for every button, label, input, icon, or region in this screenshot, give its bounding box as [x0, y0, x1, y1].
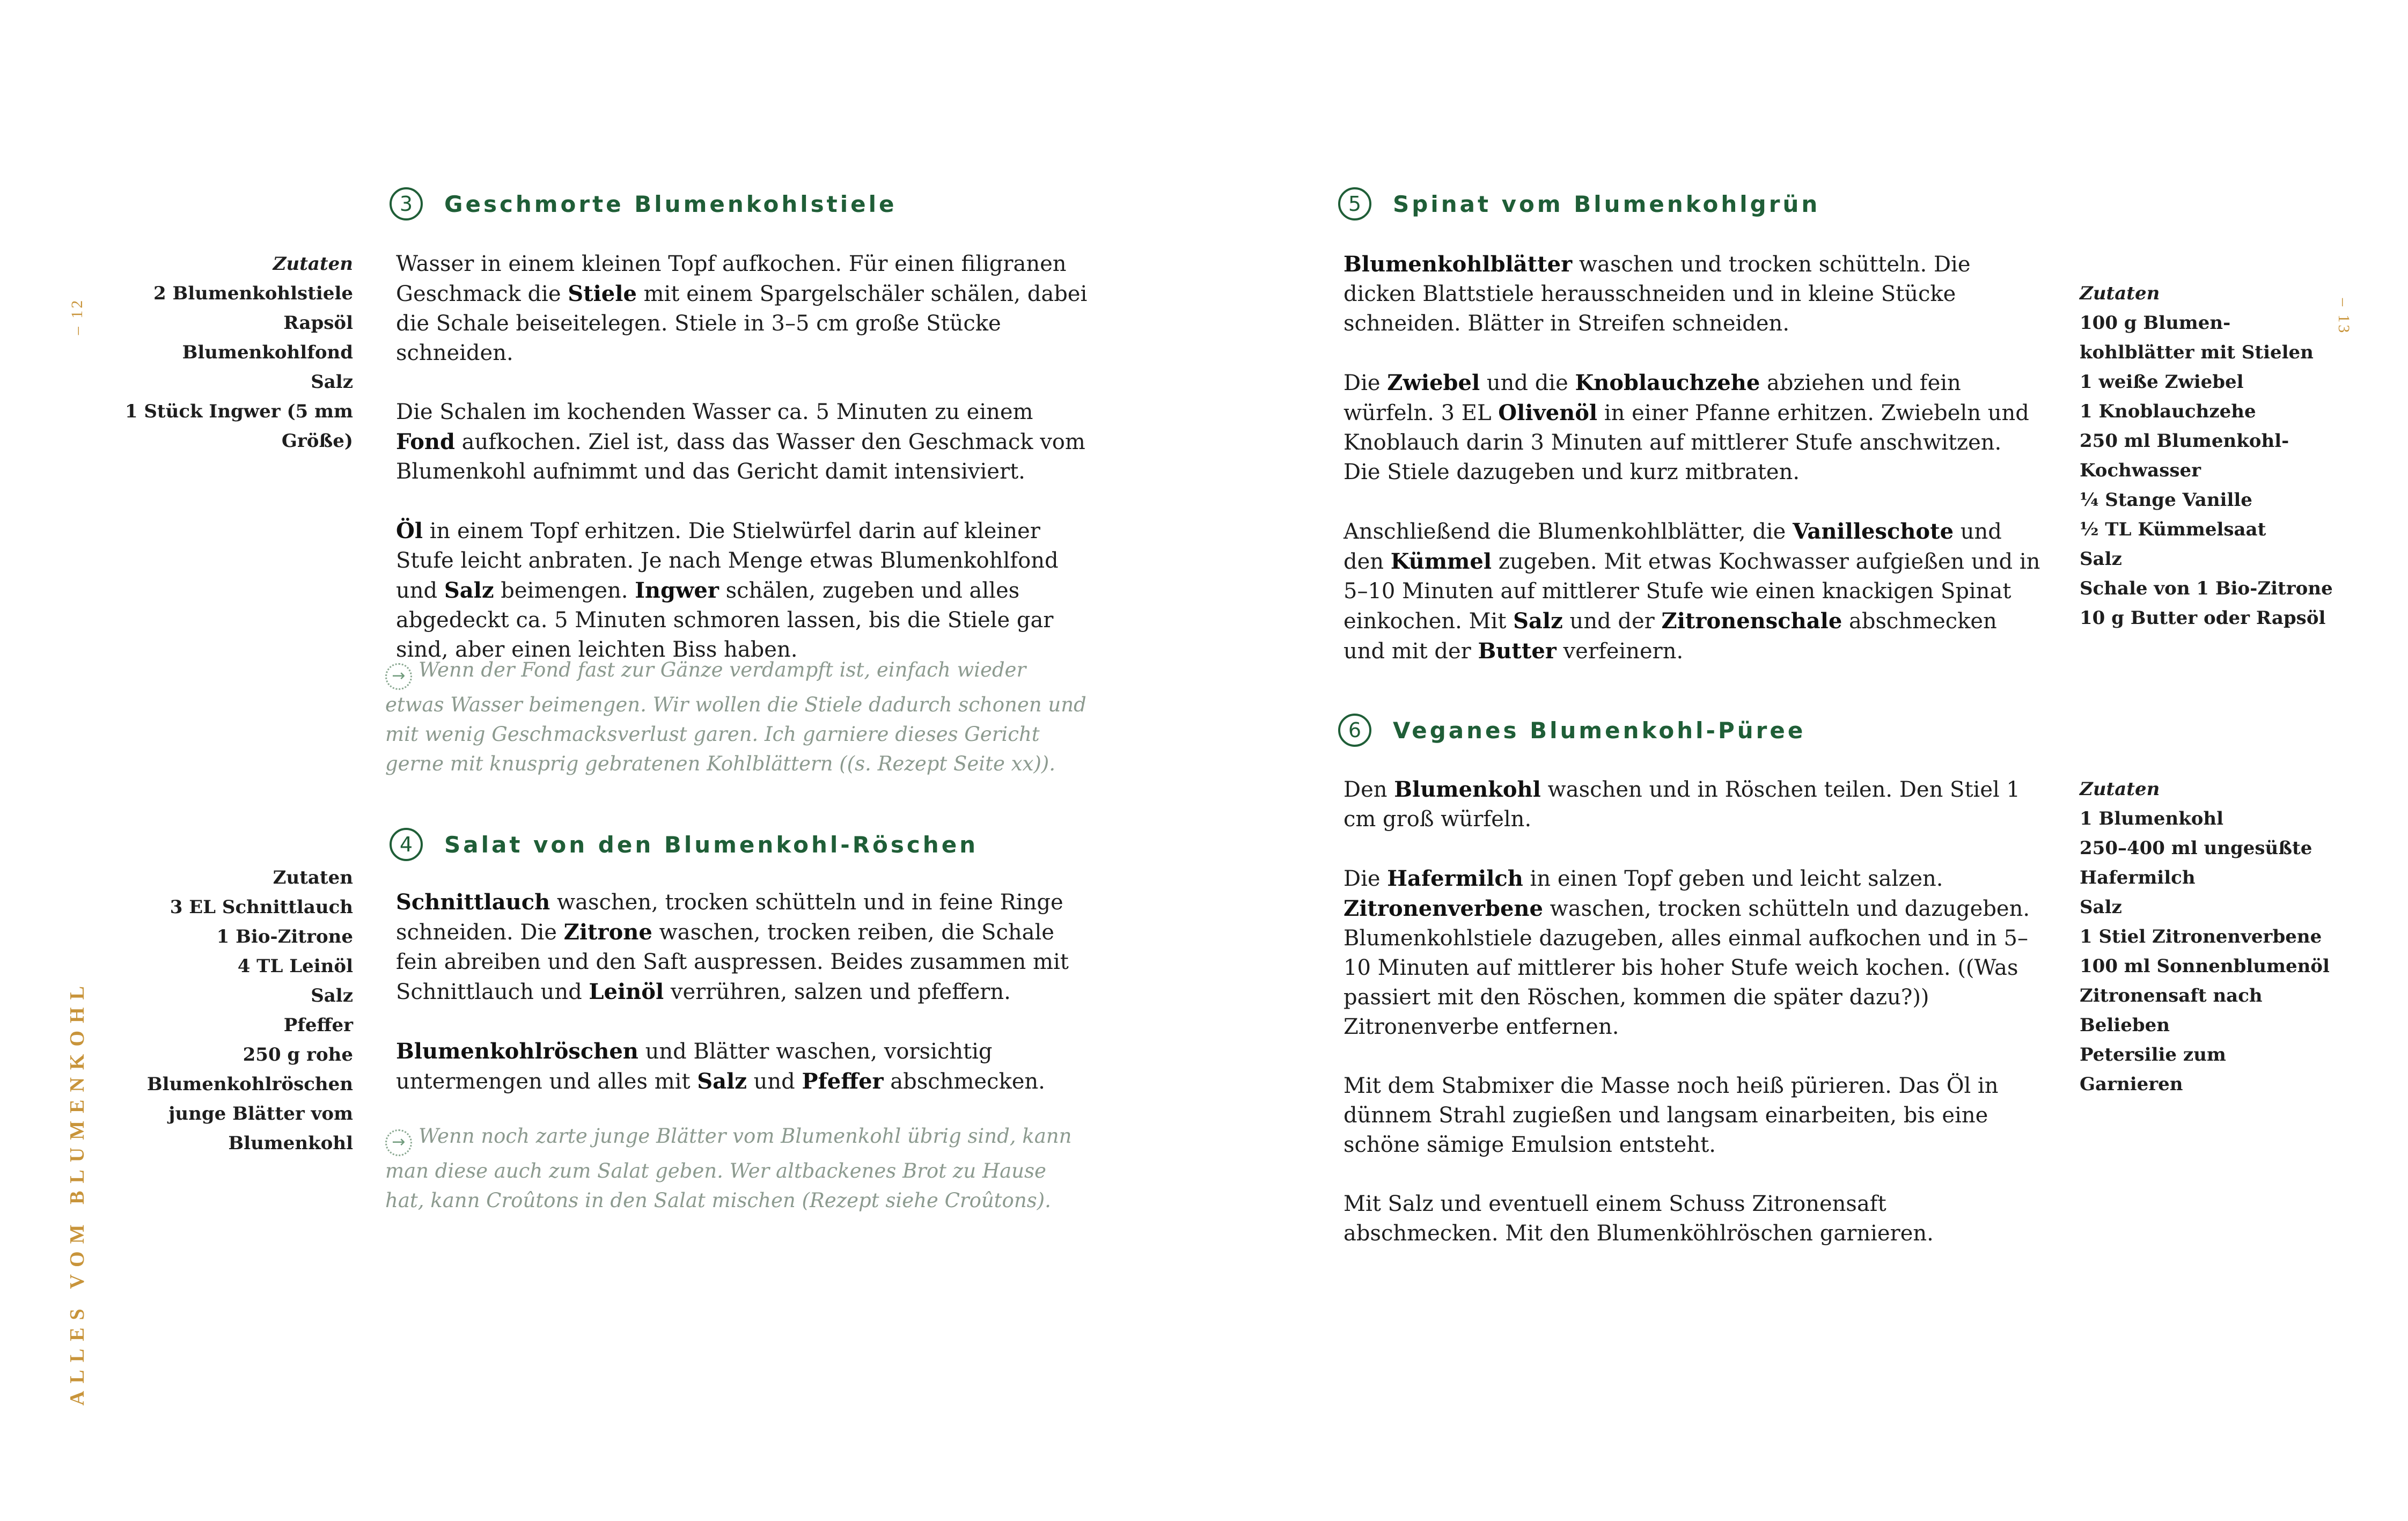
recipe-number-badge: 5 — [1338, 187, 1371, 221]
recipe-4-tip: → Wenn noch zarte junge Blätter vom Blumenkohl übrig sind, kann man diese auch zum Salat geben. Wer altbackenes Brot zu Hause hat, kann Croûtons in den Salat mischen (Rezept siehe Croûtons). — [385, 1125, 1072, 1212]
right-page-number: – 13 — [2335, 298, 2353, 335]
ingredient-item: 1 Stiel Zitronenverbene — [2080, 926, 2322, 947]
ingredient-item: 1 weiße Zwiebel — [2080, 371, 2244, 393]
recipe-3-tip: → Wenn der Fond fast zur Gänze verdampft ist, einfach wieder etwas Wasser beimengen. Wir wollen die Stiele dadurch schonen und mit wenig Geschmacksverlust garen. Ich garniere dieses Gericht gerne mit knusprig gebratenen Kohlblättern ((s. Rezept Seite xx)). — [385, 658, 1086, 775]
ingredient-item: Rapsöl — [283, 312, 353, 334]
ingredient-item: Pfeffer — [283, 1015, 353, 1036]
recipe-4-instructions — [396, 887, 1093, 1097]
instruction-paragraph: Anschließend die Blumenkohlblätter, die Vanilleschote und den Kümmel zugeben. Mit etwas Kochwasser aufgießen und in 5–10 Minuten auf mittlerer Stufe wie einen knackigen Spinat einkochen. Mit Salz und der Zitronenschale abschmecken und mit der Butter verfeinern. — [1344, 519, 2040, 664]
instruction-paragraph: Die Zwiebel und die Knoblauchzehe abziehen und fein würfeln. 3 EL Olivenöl in einer Pfanne erhitzen. Zwiebeln und Knoblauch darin 3 Minuten auf mittlerer Stufe anschwitzen. Die Stiele dazugeben und kurz mitbraten. — [1344, 370, 2029, 484]
ingredient-item: 1 Knoblauchzehe — [2080, 401, 2256, 422]
ingredient-item: Größe) — [281, 430, 353, 452]
ingredient-item: Garnieren — [2080, 1074, 2183, 1095]
ingredient-item: Zitronensaft nach — [2080, 985, 2263, 1006]
instruction-paragraph: Blumenkohlröschen und Blätter waschen, vorsichtig untermengen und alles mit Salz und Pfeffer abschmecken. — [396, 1039, 1045, 1094]
ingredient-item: 2 Blumenkohlstiele — [153, 283, 353, 304]
ingredients-heading: Zutaten — [2080, 283, 2160, 304]
ingredient-item: 100 g Blumen- — [2080, 312, 2231, 334]
recipe-title: Geschmorte Blumenkohlstiele — [444, 190, 897, 217]
recipe-3-instructions — [396, 249, 1093, 665]
recipe-title: Spinat vom Blumenkohlgrün — [1393, 190, 1820, 217]
ingredient-item: kohlblätter mit Stielen — [2080, 342, 2314, 363]
left-page-number: – 12 — [68, 298, 86, 335]
recipe-5-instructions — [1344, 249, 2041, 666]
recipe-6-heading — [1338, 714, 1805, 747]
recipe-6-instructions — [1344, 775, 2041, 1248]
arrow-right-circle-icon: → — [385, 663, 412, 690]
ingredient-item: 10 g Butter oder Rapsöl — [2080, 607, 2326, 629]
recipe-title: Veganes Blumenkohl-Püree — [1393, 717, 1806, 744]
instruction-paragraph: Schnittlauch waschen, trocken schütteln und in feine Ringe schneiden. Die Zitrone waschen, trocken reiben, die Schale fein abreiben und den Saft auspressen. Beides zusammen mit Schnittlauch und Leinöl verrühren, salzen und pfeffern. — [396, 890, 1069, 1004]
instruction-paragraph: Mit Salz und eventuell einem Schuss Zitronensaft abschmecken. Mit den Blumenköhlröschen garnieren. — [1344, 1192, 1934, 1246]
recipe-4-heading — [390, 828, 978, 861]
ingredient-item: 1 Stück Ingwer (5 mm — [124, 401, 353, 422]
recipe-number-badge: 6 — [1338, 714, 1371, 747]
chapter-side-title: ALLES VOM BLUMENKOHL — [66, 979, 89, 1406]
recipe-3-heading — [390, 187, 897, 221]
recipe-6-ingredients — [2080, 775, 2330, 1099]
arrow-right-circle-icon: → — [385, 1129, 412, 1156]
ingredient-item: 3 EL Schnittlauch — [170, 897, 353, 918]
ingredient-item: Belieben — [2080, 1015, 2170, 1036]
instruction-paragraph: Öl in einem Topf erhitzen. Die Stielwürfel darin auf kleiner Stufe leicht anbraten. Je nach Menge etwas Blumenkohlfond und Salz beimengen. Ingwer schälen, zugeben und alles abgedeckt ca. 5 Minuten schmoren lassen, bis die Stiele gar sind, aber einen leichten Biss haben. — [396, 518, 1059, 662]
instruction-paragraph: Wasser in einem kleinen Topf aufkochen. Für einen filigranen Geschmack die Stiele mit einem Spargelschäler schälen, dabei die Schale beiseitelegen. Stiele in 3–5 cm große Stücke schneiden. — [396, 252, 1088, 365]
ingredient-item: ¼ Stange Vanille — [2080, 489, 2252, 511]
ingredient-item: Salz — [311, 985, 353, 1006]
recipe-number-badge: 4 — [390, 828, 423, 861]
ingredient-item: Salz — [2080, 897, 2122, 918]
ingredient-item: ½ TL Kümmelsaat — [2080, 519, 2266, 540]
instruction-paragraph: Blumenkohlblätter waschen und trocken schütteln. Die dicken Blattstiele herausschneiden und in kleine Stücke schneiden. Blätter in Streifen schneiden. — [1344, 252, 1971, 336]
recipe-5-ingredients — [2080, 279, 2333, 633]
ingredient-item: 1 Blumenkohl — [2080, 808, 2224, 829]
ingredient-item: Blumenkohlfond — [182, 342, 353, 363]
instruction-paragraph: Den Blumenkohl waschen und in Röschen teilen. Den Stiel 1 cm groß würfeln. — [1344, 777, 2020, 832]
ingredient-item: Petersilie zum — [2080, 1044, 2226, 1066]
recipe-5-heading — [1338, 187, 1820, 221]
instruction-paragraph: Die Schalen im kochenden Wasser ca. 5 Minuten zu einem Fond aufkochen. Ziel ist, dass das Wasser den Geschmack vom Blumenkohl aufnimmt und das Gericht damit intensiviert. — [396, 400, 1085, 484]
ingredient-item: Blumenkohl — [228, 1133, 353, 1154]
recipe-4-ingredients — [107, 863, 353, 1158]
ingredient-item: Salz — [2080, 548, 2122, 570]
ingredient-item: 4 TL Leinöl — [237, 956, 353, 977]
ingredient-item: Salz — [311, 371, 353, 393]
recipe-title: Salat von den Blumenkohl-Röschen — [444, 831, 979, 858]
ingredient-item: Hafermilch — [2080, 867, 2196, 888]
ingredient-item: Blumenkohlröschen — [146, 1074, 353, 1095]
ingredient-item: Kochwasser — [2080, 460, 2201, 481]
ingredients-heading: Zutaten — [273, 253, 353, 275]
ingredient-item: junge Blätter vom — [168, 1103, 353, 1125]
ingredient-item: 250 g rohe — [243, 1044, 353, 1066]
ingredient-item: 250–400 ml ungesüßte — [2080, 837, 2312, 859]
instruction-paragraph: Mit dem Stabmixer die Masse noch heiß pürieren. Das Öl in dünnem Strahl zugießen und langsam einarbeiten, bis eine schöne sämige Emulsion entsteht. — [1344, 1074, 1999, 1157]
ingredient-item: 250 ml Blumenkohl- — [2080, 430, 2289, 452]
ingredient-item: 100 ml Sonnenblumenöl — [2080, 956, 2330, 977]
ingredients-heading: Zutaten — [2080, 778, 2160, 800]
recipe-number-badge: 3 — [390, 187, 423, 221]
instruction-paragraph: Die Hafermilch in einen Topf geben und leicht salzen. Zitronenverbene waschen, trocken schütteln und dazugeben. Blumenkohlstiele dazugeben, alles einmal aufkochen und in 5–10 Minuten auf mittlerer bis hoher Stufe weich kochen. ((Was passiert mit den Röschen, kommen die später dazu?)) Zitronenverbe entfernen. — [1344, 866, 2030, 1039]
ingredient-item: Schale von 1 Bio-Zitrone — [2080, 578, 2333, 599]
recipe-3-ingredients — [107, 249, 353, 456]
ingredient-item: 1 Bio-Zitrone — [216, 926, 353, 947]
ingredients-heading: Zutaten — [273, 867, 353, 888]
